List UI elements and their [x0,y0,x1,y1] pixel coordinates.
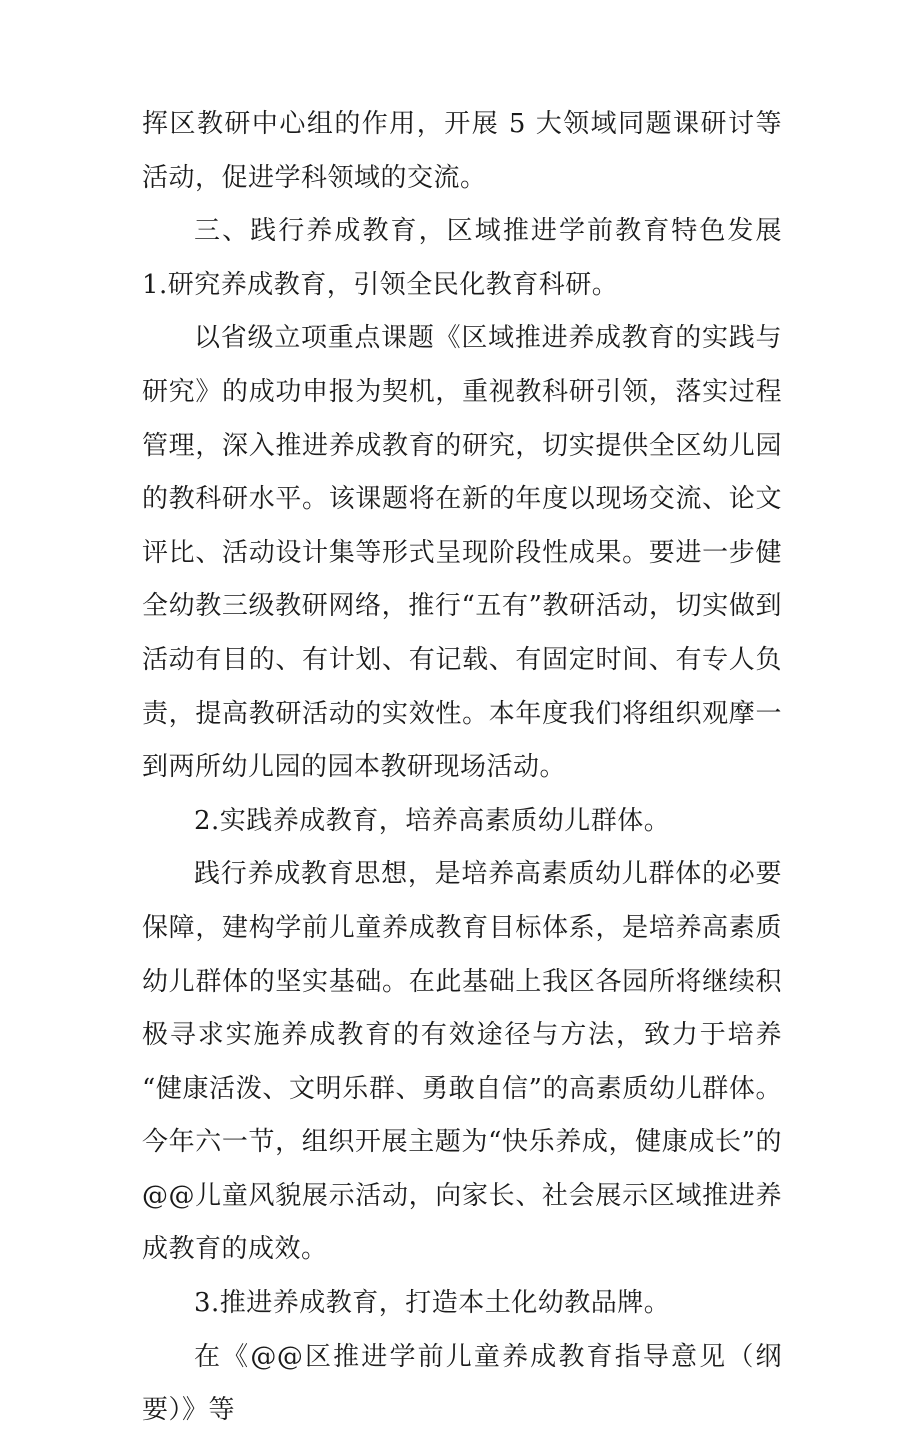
paragraph-5: 践行养成教育思想，是培养高素质幼儿群体的必要保障，建构学前儿童养成教育目标体系，是培养高素质幼儿群体的坚实基础。在此基础上我区各园所将继续积极寻求实施养成教育的有效途径与方法，致力于培养 “健康活泼、文明乐群、勇敢自信”的高素质幼儿群体。今年六一节，组织开展主题为“快乐养成，健康成长”的@@儿童风貌展示活动，向家长、社会展示区域推进养成教育的成效。 [142,859,782,1265]
paragraph-4-subheading: 2.实践养成教育，培养高素质幼儿群体。 [194,805,671,836]
document-body [142,98,782,1438]
paragraph-7: 在《@@区推进学前儿童养成教育指导意见（纲要）》等 [142,1341,782,1426]
paragraph-6-subheading: 3.推进养成教育，打造本土化幼教品牌。 [194,1288,671,1319]
paragraph-3: 以省级立项重点课题《区域推进养成教育的实践与研究》的成功申报为契机，重视教科研引领，落实过程管理，深入推进养成教育的研究，切实提供全区幼儿园的教科研水平。该课题将在新的年度以现场交流、论文评比、活动设计集等形式呈现阶段性成果。要进一步健全幼教三级教研网络，推行“五有”教研活动，切实做到活动有目的、有计划、有记载、有固定时间、有专人负责，提高教研活动的实效性。本年度我们将组织观摩一到两所幼儿园的园本教研现场活动。 [142,323,782,783]
paragraph-1: 挥区教研中心组的作用，开展 5 大领域同题课研讨等活动，促进学科领域的交流。 [142,109,782,193]
paragraph-2-section-heading: 三、践行养成教育，区域推进学前教育特色发展 1.研究养成教育，引领全民化教育科研。 [142,216,782,300]
